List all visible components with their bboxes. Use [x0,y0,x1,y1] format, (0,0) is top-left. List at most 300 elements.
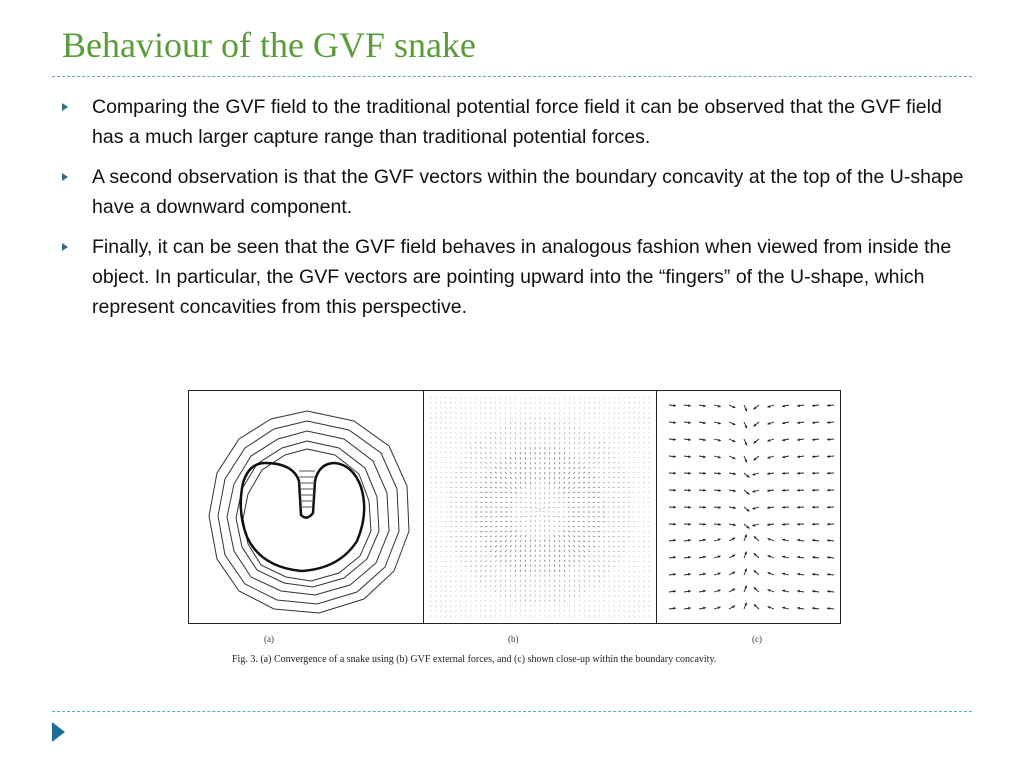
field-vector [569,452,570,454]
closeup-arrow [782,489,789,492]
field-vector [510,442,511,444]
field-vector [505,560,506,562]
field-vector [573,545,575,547]
field-vector [564,580,565,582]
field-vector [460,472,462,473]
field-vector [593,452,595,454]
field-vector [564,432,565,434]
field-vector [450,615,452,617]
field-vector [490,590,491,592]
field-vector [569,555,570,557]
field-vector [510,472,512,474]
field-vector [520,521,522,522]
field-vector [430,467,432,468]
field-vector [535,535,536,537]
field-vector [515,605,516,607]
field-vector [554,482,555,484]
field-vector [440,412,442,414]
field-vector [460,457,462,458]
triangle-right-icon [62,103,68,111]
field-vector [465,422,467,424]
field-vector [500,570,501,572]
field-vector [520,497,522,498]
field-vector [485,546,487,547]
field-vector [460,536,462,537]
field-vector [623,561,625,562]
field-vector [643,442,645,443]
gvf-closeup-image [657,391,840,623]
field-vector [500,482,502,483]
field-vector [643,561,645,562]
field-vector [643,556,645,557]
field-vector [579,575,580,577]
field-vector [549,545,550,547]
field-vector [598,560,600,562]
field-vector [475,615,476,617]
field-vector [535,507,537,509]
field-vector [465,615,466,617]
field-vector [510,502,512,503]
field-vector [579,407,580,409]
field-vector [633,600,635,602]
field-vector [535,520,536,522]
field-vector [470,615,471,617]
field-vector [500,595,501,597]
field-vector [618,432,620,434]
field-vector [525,452,526,454]
field-vector [628,452,630,453]
field-vector [510,526,512,527]
field-vector [520,530,522,532]
field-vector [633,457,635,458]
field-vector [560,595,561,597]
field-vector [648,601,650,603]
field-vector [584,427,585,429]
field-vector [638,437,640,438]
field-vector [613,452,615,454]
field-vector [603,492,605,493]
field-vector [445,432,447,434]
field-vector [460,412,462,414]
field-vector [460,467,462,468]
closeup-arrow [767,422,774,425]
field-vector [480,462,482,464]
closeup-arrow [797,506,804,509]
field-vector [599,615,600,617]
field-vector [648,437,650,438]
field-vector [500,402,501,404]
field-vector [470,580,472,582]
closeup-arrow [714,589,721,592]
field-vector [485,402,486,404]
field-vector [648,467,650,468]
field-vector [569,565,570,567]
field-vector [450,432,452,434]
field-vector [445,576,447,577]
field-vector [485,526,487,527]
field-vector [618,576,620,578]
field-vector [618,462,620,463]
field-vector [460,527,462,528]
field-vector [619,402,620,404]
field-vector [480,452,482,454]
field-vector [603,437,605,439]
field-vector [593,546,595,547]
field-vector [583,550,585,552]
field-vector [505,550,507,552]
field-vector [574,570,575,572]
field-vector [568,482,570,484]
field-vector [460,397,461,399]
field-vector [603,541,605,542]
field-vector [564,550,565,552]
field-vector [445,487,447,488]
field-vector [515,427,516,429]
field-vector [559,487,561,489]
field-vector [588,487,590,488]
field-vector [485,541,487,542]
field-vector [520,502,522,503]
field-vector [515,452,516,454]
field-vector [490,522,492,523]
field-vector [475,397,476,399]
field-vector [440,477,442,478]
field-vector [579,600,580,602]
field-vector [584,407,585,409]
closeup-arrow [797,489,804,492]
field-vector [450,590,452,592]
field-vector [574,580,575,582]
field-vector [485,432,486,434]
field-vector [435,417,437,419]
field-vector [648,412,650,414]
field-vector [480,432,482,434]
field-vector [485,531,487,532]
field-vector [460,546,462,547]
field-vector [603,467,605,468]
field-vector [579,397,580,399]
field-vector [530,555,531,557]
closeup-arrow [767,506,774,509]
field-vector [648,487,650,488]
field-vector [618,487,620,488]
field-vector [445,472,447,473]
field-vector [593,531,595,532]
field-vector [624,397,625,399]
field-vector [614,600,616,602]
field-vector [480,526,482,527]
field-vector [609,402,610,404]
field-vector [440,600,442,602]
field-vector [515,570,516,572]
field-vector [475,536,477,537]
field-vector [460,576,462,578]
field-vector [490,412,491,414]
field-vector [450,610,452,612]
field-vector [430,397,432,399]
field-vector [515,497,517,498]
closeup-arrow [797,607,804,610]
field-vector [450,452,452,453]
field-vector [430,551,432,552]
field-vector [475,452,477,454]
field-vector [505,407,506,409]
field-vector [530,497,531,499]
field-vector [599,417,600,419]
field-vector [603,472,605,473]
field-vector [618,595,620,597]
field-vector [435,605,437,607]
field-vector [564,615,565,617]
field-vector [574,402,575,404]
field-vector [593,560,595,562]
field-vector [560,605,561,607]
field-vector [564,417,565,419]
field-vector [430,427,432,429]
field-vector [495,482,497,483]
field-vector [465,467,467,468]
field-vector [613,437,615,439]
field-vector [515,560,516,562]
field-vector [638,536,640,537]
field-vector [603,531,605,532]
field-vector [500,472,502,474]
field-vector [485,477,487,478]
field-vector [618,477,620,478]
field-vector [500,477,502,479]
field-vector [619,397,620,399]
triangle-right-icon [62,173,68,181]
closeup-arrow [812,404,819,407]
field-vector [643,417,645,419]
field-vector [559,560,560,562]
field-vector [490,452,492,454]
field-vector [445,571,447,572]
field-vector [643,576,645,577]
field-vector [520,452,521,454]
field-vector [589,580,590,582]
field-vector [628,442,630,444]
field-vector [435,561,437,562]
field-vector [440,610,442,612]
field-vector [613,541,615,542]
field-vector [618,600,620,602]
field-vector [564,540,566,542]
field-vector [465,600,467,602]
closeup-arrow [714,472,721,475]
field-vector [623,437,625,439]
closeup-arrow [729,555,735,558]
field-vector [564,457,565,459]
field-vector [430,556,432,557]
field-vector [593,551,595,552]
field-vector [450,541,452,542]
field-vector [589,600,590,602]
field-vector [515,580,516,582]
field-vector [485,610,486,612]
field-vector [465,585,467,587]
field-vector [549,477,550,479]
field-vector [603,462,605,463]
field-vector [525,550,526,552]
bullet-item [62,92,972,152]
field-vector [490,457,492,459]
closeup-arrow [797,455,804,458]
field-vector [485,482,487,483]
field-vector [619,610,621,612]
field-vector [480,615,481,617]
field-vector [485,600,486,602]
field-vector [515,482,517,484]
field-vector [475,565,477,567]
closeup-arrow [827,556,834,559]
field-vector [450,532,452,533]
field-vector [520,477,521,479]
field-vector [490,432,491,434]
field-vector [584,437,585,439]
field-vector [574,432,575,434]
field-vector [603,551,605,552]
field-vector [450,427,452,429]
field-vector [603,482,605,483]
closeup-arrow [714,456,721,459]
field-vector [500,550,502,552]
field-vector [633,615,635,617]
field-vector [495,457,497,459]
field-vector [435,615,437,617]
field-vector [604,600,605,602]
field-vector [470,595,472,597]
field-vector [563,531,565,533]
field-vector [559,590,560,592]
field-vector [475,531,477,532]
field-vector [603,457,605,459]
next-slide-icon[interactable] [52,722,65,742]
field-vector [618,422,620,424]
field-vector [574,610,575,612]
field-vector [485,595,486,597]
field-vector [569,610,570,612]
field-vector [559,472,560,474]
field-vector [643,452,645,453]
field-vector [568,477,570,479]
field-vector [643,472,645,473]
field-vector [495,560,497,562]
field-vector [648,477,650,478]
field-vector [505,540,507,542]
field-vector [455,536,457,537]
field-vector [623,422,625,424]
closeup-arrow [812,607,819,610]
field-vector [490,536,492,537]
field-vector [445,600,447,602]
closeup-arrow [812,472,819,475]
field-vector [435,477,437,478]
field-vector [440,571,442,572]
field-vector [435,447,437,448]
field-vector [560,600,561,602]
field-vector [604,422,605,424]
field-vector [599,605,600,607]
field-vector [470,452,472,454]
field-vector [525,545,526,547]
closeup-arrow [827,590,834,593]
closeup-arrow [729,405,735,408]
field-vector [549,482,550,484]
field-vector [603,526,605,527]
field-vector [623,600,625,602]
field-vector [495,447,496,449]
field-vector [470,610,471,612]
field-vector [559,482,560,484]
field-vector [643,402,645,404]
closeup-arrow [699,421,706,424]
field-vector [470,570,472,572]
field-vector [445,477,447,478]
field-vector [520,580,521,582]
field-vector [638,566,640,567]
field-vector [460,615,461,617]
field-vector [525,521,527,522]
field-vector [579,442,580,444]
field-vector [445,546,447,547]
field-vector [510,585,511,587]
field-vector [510,397,511,399]
field-vector [563,502,565,503]
field-vector [450,595,452,597]
field-vector [569,580,570,582]
field-vector [613,566,615,567]
closeup-arrow [699,539,706,542]
field-vector [599,397,600,399]
field-vector [578,526,580,527]
field-vector [638,397,640,399]
field-vector [584,397,585,399]
field-vector [450,566,452,567]
field-vector [505,482,507,484]
field-vector [613,546,615,547]
field-vector [623,551,625,552]
field-vector [520,565,521,567]
field-vector [568,492,570,493]
field-vector [505,447,506,449]
field-vector [490,467,492,469]
closeup-arrow [669,506,676,509]
field-vector [599,427,600,429]
field-vector [510,570,511,572]
field-vector [430,605,432,607]
field-vector [633,581,635,582]
field-vector [569,570,570,572]
field-vector [490,477,492,478]
closeup-arrow [744,490,749,495]
field-vector [450,576,452,577]
field-vector [608,487,610,488]
field-vector [485,590,486,592]
field-vector [589,605,590,607]
field-vector [505,502,507,503]
title-divider [52,76,972,77]
field-vector [589,437,590,439]
field-vector [583,555,585,557]
field-vector [568,502,570,503]
field-vector [643,615,645,617]
closeup-arrow [699,455,706,458]
closeup-arrow [768,589,775,592]
field-vector [603,561,605,563]
field-vector [643,482,645,483]
field-vector [549,540,550,542]
